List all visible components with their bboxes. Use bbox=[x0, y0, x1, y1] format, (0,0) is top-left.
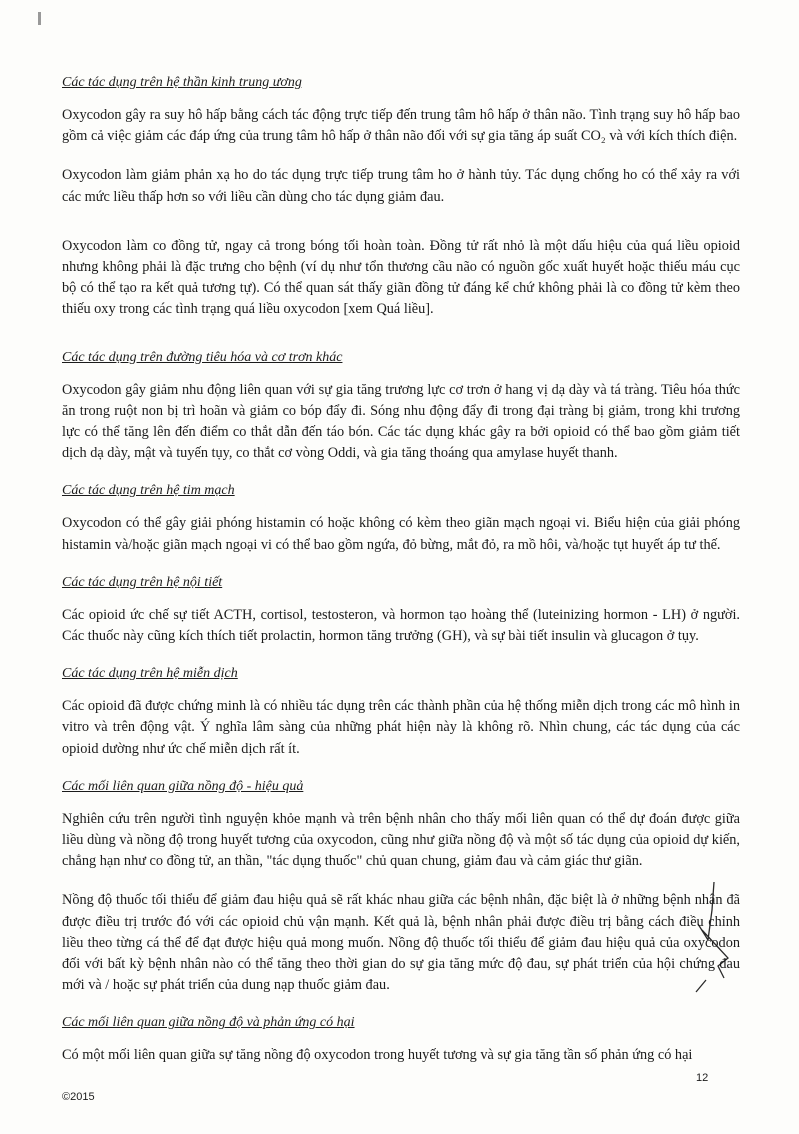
section-heading: Các mối liên quan giữa nồng độ và phản ứng có hại bbox=[62, 1015, 355, 1031]
document-body bbox=[62, 74, 740, 1085]
paragraph: Các opioid ức chế sự tiết ACTH, cortisol, testosteron, và hormon tạo hoàng thể (luteinizing hormon - LH) ở người. Các thuốc này cũng kích thích tiết prolactin, hormon tăng trưởng (GH), và sự bài tiết insulin và glucagon ở tụy. bbox=[62, 606, 740, 645]
paragraph: Các opioid đã được chứng minh là có nhiều tác dụng trên các thành phần của hệ thống miễn dịch trong các mô hình in vitro và trên động vật. Ý nghĩa lâm sàng của những phát hiện này là không rõ. Nhìn chung, các tác dụng của các opioid dường như ức chế miễn dịch rất ít. bbox=[62, 698, 740, 757]
paragraph: Có một mối liên quan giữa sự tăng nồng độ oxycodon trong huyết tương và sự gia tăng tần số phản ứng có hại bbox=[62, 1047, 693, 1064]
section-conc-adverse bbox=[62, 1014, 740, 1066]
copyright-notice: ©2015 bbox=[62, 1091, 95, 1103]
paragraph: Oxycodon làm co đồng tử, ngay cả trong bóng tối hoàn toàn. Đồng tử rất nhỏ là một dấu hiệu của quá liều opioid nhưng không phải là đặc trưng cho bệnh (ví dụ như tổn thương cầu não có nguồn gốc xuất huyết hoặc thiếu máu cục bộ có thể tạo ra kết quả tương tự). Có thể quan sát thấy giãn đồng tử đáng kể chứ không phải là co đồng tử kèm theo thiếu oxy trong các tình trạng quá liều oxycodon [xem Quá liều]. bbox=[62, 237, 740, 318]
paragraph: Oxycodon gây giảm nhu động liên quan với sự gia tăng trương lực cơ trơn ở hang vị dạ dày và tá tràng. Tiêu hóa thức ăn trong ruột non bị trì hoãn và giảm co bóp đẩy đi. Sóng nhu động đẩy đi trong đại tràng bị giảm, trong khi trương lực có thể tăng lên đến điểm co thắt dẫn đến táo bón. Các tác dụng khác gây ra bởi opioid có thể bao gồm giảm tiết dịch dạ dày, mật và tuyến tụy, co thắt cơ vòng Oddi, và gia tăng thoáng qua amylase huyết thanh. bbox=[62, 381, 740, 462]
section-cns bbox=[62, 74, 740, 321]
section-heading: Các tác dụng trên đường tiêu hóa và cơ trơn khác bbox=[62, 349, 343, 365]
paragraph: Oxycodon có thể gây giải phóng histamin có hoặc không có kèm theo giãn mạch ngoại vi. Biểu hiện của giải phóng histamin và/hoặc giãn mạch ngoại vi có thể bao gồm ngứa, đỏ bừng, mắt đỏ, ra mồ hôi, và/hoặc tụt huyết áp tư thế. bbox=[62, 515, 740, 553]
scan-speck bbox=[38, 12, 50, 26]
paragraph: Oxycodon gây ra suy hô hấp bằng cách tác động trực tiếp đến trung tâm hô hấp ở thân não. Tình trạng suy hô hấp bao gồm cả việc giảm các đáp ứng của trung tâm hô hấp ở thân não đối với sự gia tăng áp suất CO₂ và với kích thích điện. bbox=[62, 107, 740, 145]
section-heading: Các tác dụng trên hệ tim mạch bbox=[62, 483, 235, 499]
section-conc-efficacy bbox=[62, 778, 740, 997]
section-heading: Các tác dụng trên hệ miễn dịch bbox=[62, 666, 238, 682]
section-cardio bbox=[62, 482, 740, 555]
section-heading: Các mối liên quan giữa nồng độ - hiệu quả bbox=[62, 778, 304, 794]
section-immune bbox=[62, 665, 740, 760]
paragraph: Nghiên cứu trên người tình nguyện khỏe mạnh và trên bệnh nhân cho thấy mối liên quan có thể dự đoán được giữa liều dùng và nồng độ trong huyết tương của oxycodon, cũng như giữa nồng độ và một số tác dụng của opioid dự kiến, chẳng hạn như co đồng tử, an thần, "tác dụng thuốc" chủ quan chung, giảm đau và cảm giác thư giãn. bbox=[62, 810, 740, 870]
section-heading: Các tác dụng trên hệ thần kinh trung ương bbox=[62, 75, 302, 90]
section-gi bbox=[62, 349, 740, 465]
section-heading: Các tác dụng trên hệ nội tiết bbox=[62, 574, 223, 590]
paragraph: Nồng độ thuốc tối thiểu để giảm đau hiệu quả sẽ rất khác nhau giữa các bệnh nhân, đặc biệt là ở những bệnh nhân đã được điều trị trước đó với các opioid chủ vận mạnh. Kết quả là, bệnh nhân phải được điều trị bằng cách điều chỉnh liều theo từng cá thể để đạt được hiệu quả mong muốn. Nồng độ thuốc tối thiểu để giảm đau hiệu quả của oxycodon đối với bất kỳ bệnh nhân nào có thể tăng theo thời gian do sự gia tăng mức độ đau, sự phát triển của hội chứng đau mới và / hoặc sự phát triển của dung nạp thuốc giảm đau. bbox=[62, 892, 740, 994]
paragraph: Oxycodon làm giảm phản xạ ho do tác dụng trực tiếp trung tâm ho ở hành tủy. Tác dụng chống ho có thể xảy ra với các mức liều thấp hơn so với liều cần dùng cho tác dụng giảm đau. bbox=[62, 167, 740, 205]
section-endocrine bbox=[62, 574, 740, 647]
page-number: 12 bbox=[696, 1072, 709, 1084]
